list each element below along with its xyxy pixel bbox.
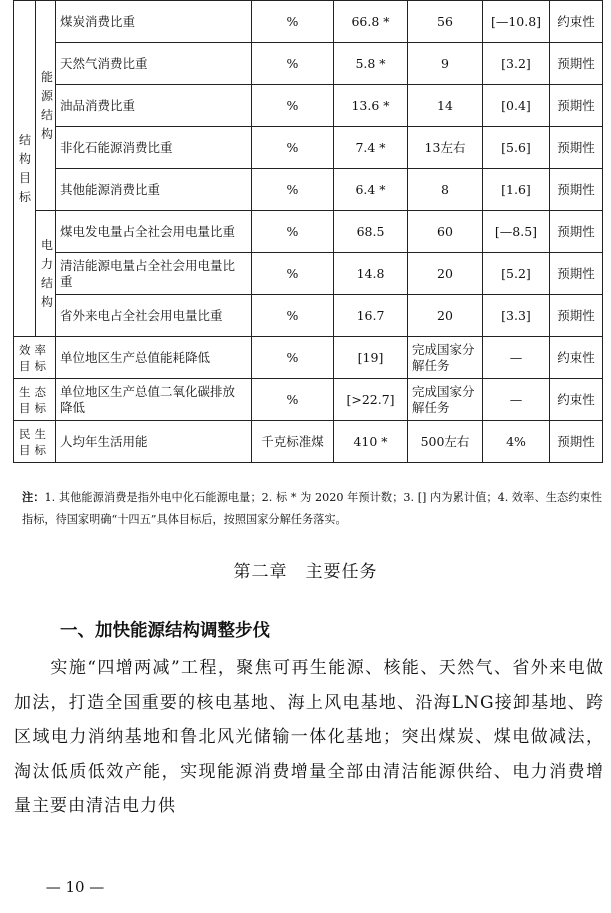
value-2020: 6.4 *	[334, 169, 408, 211]
value-2025: 9	[408, 43, 483, 85]
indicator-attribute: 预期性	[550, 253, 603, 295]
indicator-attribute: 约束性	[550, 379, 603, 421]
indicator-attribute: 预期性	[550, 85, 603, 127]
indicator-name: 煤电发电量占全社会用电量比重	[56, 211, 252, 253]
table-row	[14, 43, 603, 85]
value-change: [3.3]	[483, 295, 550, 337]
value-2025: 56	[408, 1, 483, 43]
table-row	[14, 211, 603, 253]
indicator-name: 省外来电占全社会用电量比重	[56, 295, 252, 337]
table-row	[14, 127, 603, 169]
value-2020: 14.8	[334, 253, 408, 295]
value-2025: 8	[408, 169, 483, 211]
indicator-attribute: 预期性	[550, 295, 603, 337]
energy-targets-table	[13, 0, 603, 463]
table-row	[14, 421, 603, 463]
table-row	[14, 1, 603, 43]
chapter-title: 第二章 主要任务	[233, 562, 378, 582]
category-structure: 结构目标	[14, 1, 36, 337]
value-2020: 7.4 *	[334, 127, 408, 169]
footnote-label: 注：	[22, 490, 45, 504]
table-row	[14, 295, 603, 337]
category-livelihood: 民生目标	[14, 421, 56, 463]
indicator-unit: 千克标准煤	[252, 421, 334, 463]
indicator-attribute: 预期性	[550, 43, 603, 85]
value-2020: 13.6 *	[334, 85, 408, 127]
value-change: [1.6]	[483, 169, 550, 211]
indicator-unit: %	[252, 211, 334, 253]
section-heading: 一、加快能源结构调整步伐	[60, 621, 270, 641]
page-number: — 10 —	[45, 878, 105, 896]
category-power-structure: 电力结构	[36, 211, 56, 337]
indicator-attribute: 预期性	[550, 169, 603, 211]
category-efficiency: 效率目标	[14, 337, 56, 379]
indicator-name: 非化石能源消费比重	[56, 127, 252, 169]
indicator-attribute: 预期性	[550, 421, 603, 463]
value-2020: 66.8 *	[334, 1, 408, 43]
value-2020: 68.5	[334, 211, 408, 253]
indicator-attribute: 约束性	[550, 1, 603, 43]
indicator-unit: %	[252, 169, 334, 211]
value-2020: 410 *	[334, 421, 408, 463]
category-energy-structure: 能源结构	[36, 1, 56, 211]
value-2025: 500左右	[408, 421, 483, 463]
value-change: —	[483, 379, 550, 421]
indicator-attribute: 约束性	[550, 337, 603, 379]
value-change: [—8.5]	[483, 211, 550, 253]
value-2025: 60	[408, 211, 483, 253]
table-row	[14, 169, 603, 211]
indicator-unit: %	[252, 337, 334, 379]
table-row	[14, 379, 603, 421]
value-2025: 20	[408, 253, 483, 295]
indicator-name: 人均年生活用能	[56, 421, 252, 463]
indicator-unit: %	[252, 379, 334, 421]
footnote-text: 1. 其他能源消费是指外电中化石能源电量；2. 标 * 为 2020 年预计数；3. [] 内为累计值；4. 效率、生态约束性指标，待国家明确“十四五”具体目标后，按照国家分解任务落实。	[22, 491, 602, 526]
indicator-name: 单位地区生产总值能耗降低	[56, 337, 252, 379]
indicator-attribute: 预期性	[550, 211, 603, 253]
indicator-name: 天然气消费比重	[56, 43, 252, 85]
value-change: 4%	[483, 421, 550, 463]
value-2020: 5.8 *	[334, 43, 408, 85]
value-2020: 16.7	[334, 295, 408, 337]
value-2025: 14	[408, 85, 483, 127]
table-row	[14, 85, 603, 127]
indicator-attribute: 预期性	[550, 127, 603, 169]
table-footnote	[22, 486, 602, 531]
paragraph-text: 实施“四增两减”工程，聚焦可再生能源、核能、天然气、省外来电做加法，打造全国重要的核电基地、海上风电基地、沿海LNG接卸基地、跨区域电力消纳基地和鲁北风光储输一体化基地；突出煤炭、煤电做减法，淘汰低质低效产能，实现能源消费增量全部由清洁能源供给、电力消费增量主要由清洁电力供	[14, 658, 604, 816]
indicator-unit: %	[252, 1, 334, 43]
value-change: [5.6]	[483, 127, 550, 169]
value-2020: [19]	[334, 337, 408, 379]
indicator-name: 清洁能源电量占全社会用电量比重	[56, 253, 252, 295]
value-2025: 完成国家分解任务	[408, 379, 483, 421]
value-2025: 20	[408, 295, 483, 337]
value-2020: [>22.7]	[334, 379, 408, 421]
value-2025: 完成国家分解任务	[408, 337, 483, 379]
value-change: [5.2]	[483, 253, 550, 295]
indicator-name: 油品消费比重	[56, 85, 252, 127]
value-change: [3.2]	[483, 43, 550, 85]
indicator-name: 煤炭消费比重	[56, 1, 252, 43]
indicator-unit: %	[252, 253, 334, 295]
indicator-unit: %	[252, 295, 334, 337]
indicator-name: 单位地区生产总值二氧化碳排放降低	[56, 379, 252, 421]
indicator-unit: %	[252, 85, 334, 127]
value-2025: 13左右	[408, 127, 483, 169]
value-change: —	[483, 337, 550, 379]
body-paragraph	[14, 651, 604, 824]
table-row	[14, 253, 603, 295]
indicator-unit: %	[252, 43, 334, 85]
indicator-unit: %	[252, 127, 334, 169]
value-change: [0.4]	[483, 85, 550, 127]
category-ecology: 生态目标	[14, 379, 56, 421]
indicator-name: 其他能源消费比重	[56, 169, 252, 211]
table-row	[14, 337, 603, 379]
value-change: [—10.8]	[483, 1, 550, 43]
